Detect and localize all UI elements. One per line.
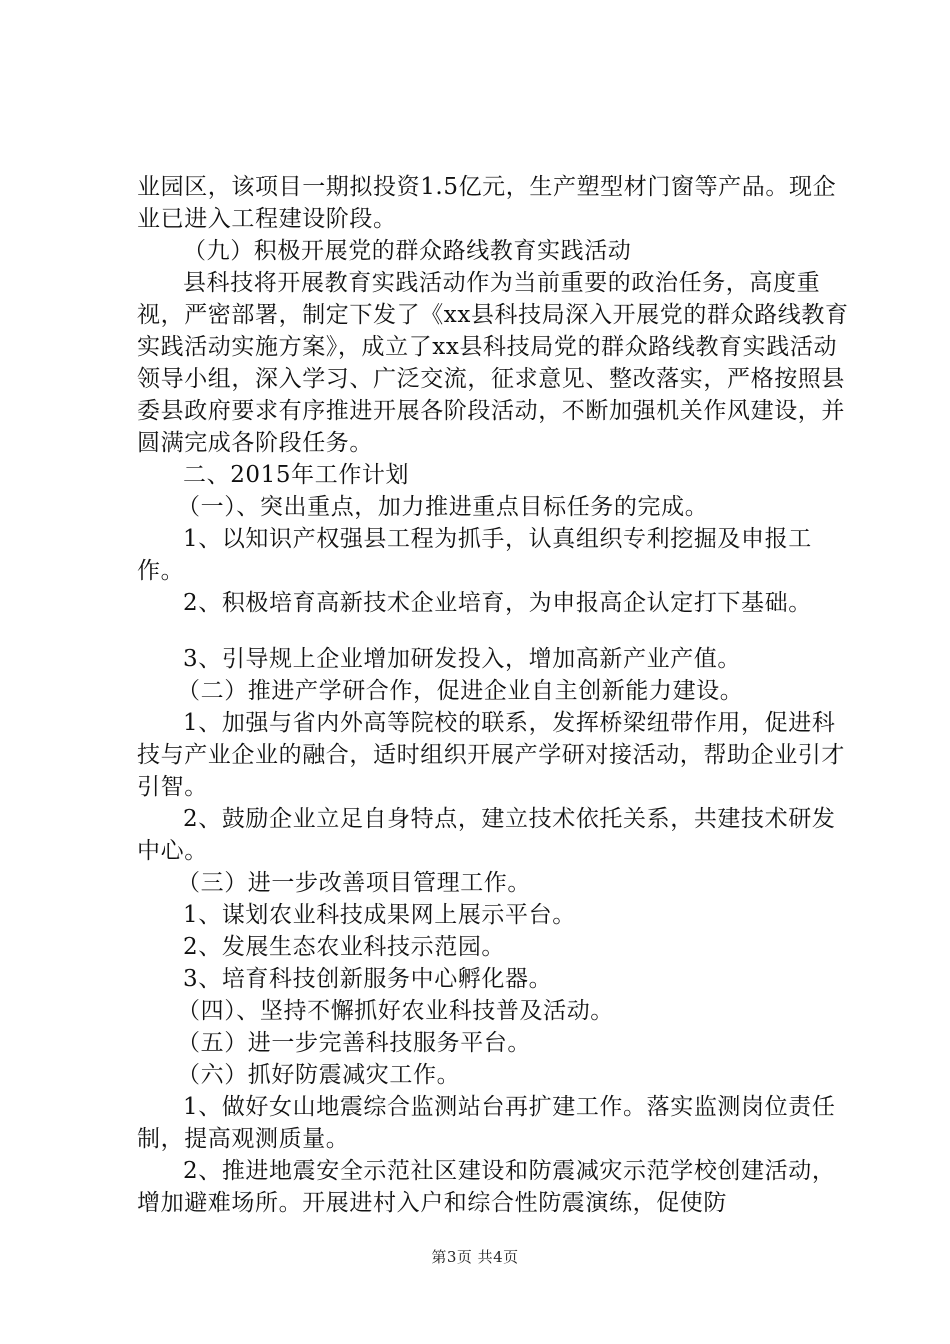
- subsection-heading-4: （四）、坚持不懈抓好农业科技普及活动。: [177, 998, 614, 1024]
- section-heading-2015-plan: 二、2015年工作计划: [183, 462, 410, 488]
- list-item-1-2: 2、积极培育高新技术企业培育，为申报高企认定打下基础。: [183, 590, 812, 616]
- list-item-2-1: 1、加强与省内外高等院校的联系，发挥桥梁纽带作用，促进科技与产业企业的融合，适时组织开展产学研对接活动，帮助企业引才引智。: [137, 710, 845, 800]
- list-item-3-1: 1、谋划农业科技成果网上展示平台。: [183, 902, 576, 928]
- list-item-1-1: 1、以知识产权强县工程为抓手，认真组织专利挖掘及申报工作。: [137, 526, 812, 584]
- paragraph-continuation: 业园区，该项目一期拟投资1.5亿元，生产塑型材门窗等产品。现企业已进入工程建设阶段。: [137, 174, 837, 232]
- subsection-heading-1: （一）、突出重点，加力推进重点目标任务的完成。: [177, 494, 709, 520]
- page-footer: 第3页 共4页: [431, 1248, 519, 1266]
- list-item-1-3: 3、引导规上企业增加研发投入，增加高新产业产值。: [183, 646, 742, 672]
- subsection-heading-6: （六）抓好防震减灾工作。: [177, 1062, 461, 1088]
- list-item-6-1: 1、做好女山地震综合监测站台再扩建工作。落实监测岗位责任制，提高观测质量。: [137, 1094, 836, 1152]
- document-body: [137, 171, 853, 1219]
- paragraph-education-practice: 县科技将开展教育实践活动作为当前重要的政治任务，高度重视，严密部署，制定下发了《xx县科技局深入开展党的群众路线教育实践活动实施方案》，成立了xx县科技局党的群众路线教育实践活动领导小组，深入学习、广泛交流，征求意见、整改落实，严格按照县委县政府要求有序推进开展各阶段活动，不断加强机关作风建设，并圆满完成各阶段任务。: [137, 270, 849, 456]
- section-heading-9: （九）积极开展党的群众路线教育实践活动: [183, 238, 632, 264]
- subsection-heading-5: （五）进一步完善科技服务平台。: [177, 1030, 531, 1056]
- list-item-3-2: 2、发展生态农业科技示范园。: [183, 934, 506, 960]
- subsection-heading-2: （二）推进产学研合作，促进企业自主创新能力建设。: [177, 678, 744, 704]
- list-item-3-3: 3、培育科技创新服务中心孵化器。: [183, 966, 553, 992]
- subsection-heading-3: （三）进一步改善项目管理工作。: [177, 870, 531, 896]
- list-item-2-2: 2、鼓励企业立足自身特点，建立技术依托关系，共建技术研发中心。: [137, 806, 836, 864]
- list-item-6-2: 2、推进地震安全示范社区建设和防震减灾示范学校创建活动，增加避难场所。开展进村入户和综合性防震演练，促使防: [137, 1158, 836, 1216]
